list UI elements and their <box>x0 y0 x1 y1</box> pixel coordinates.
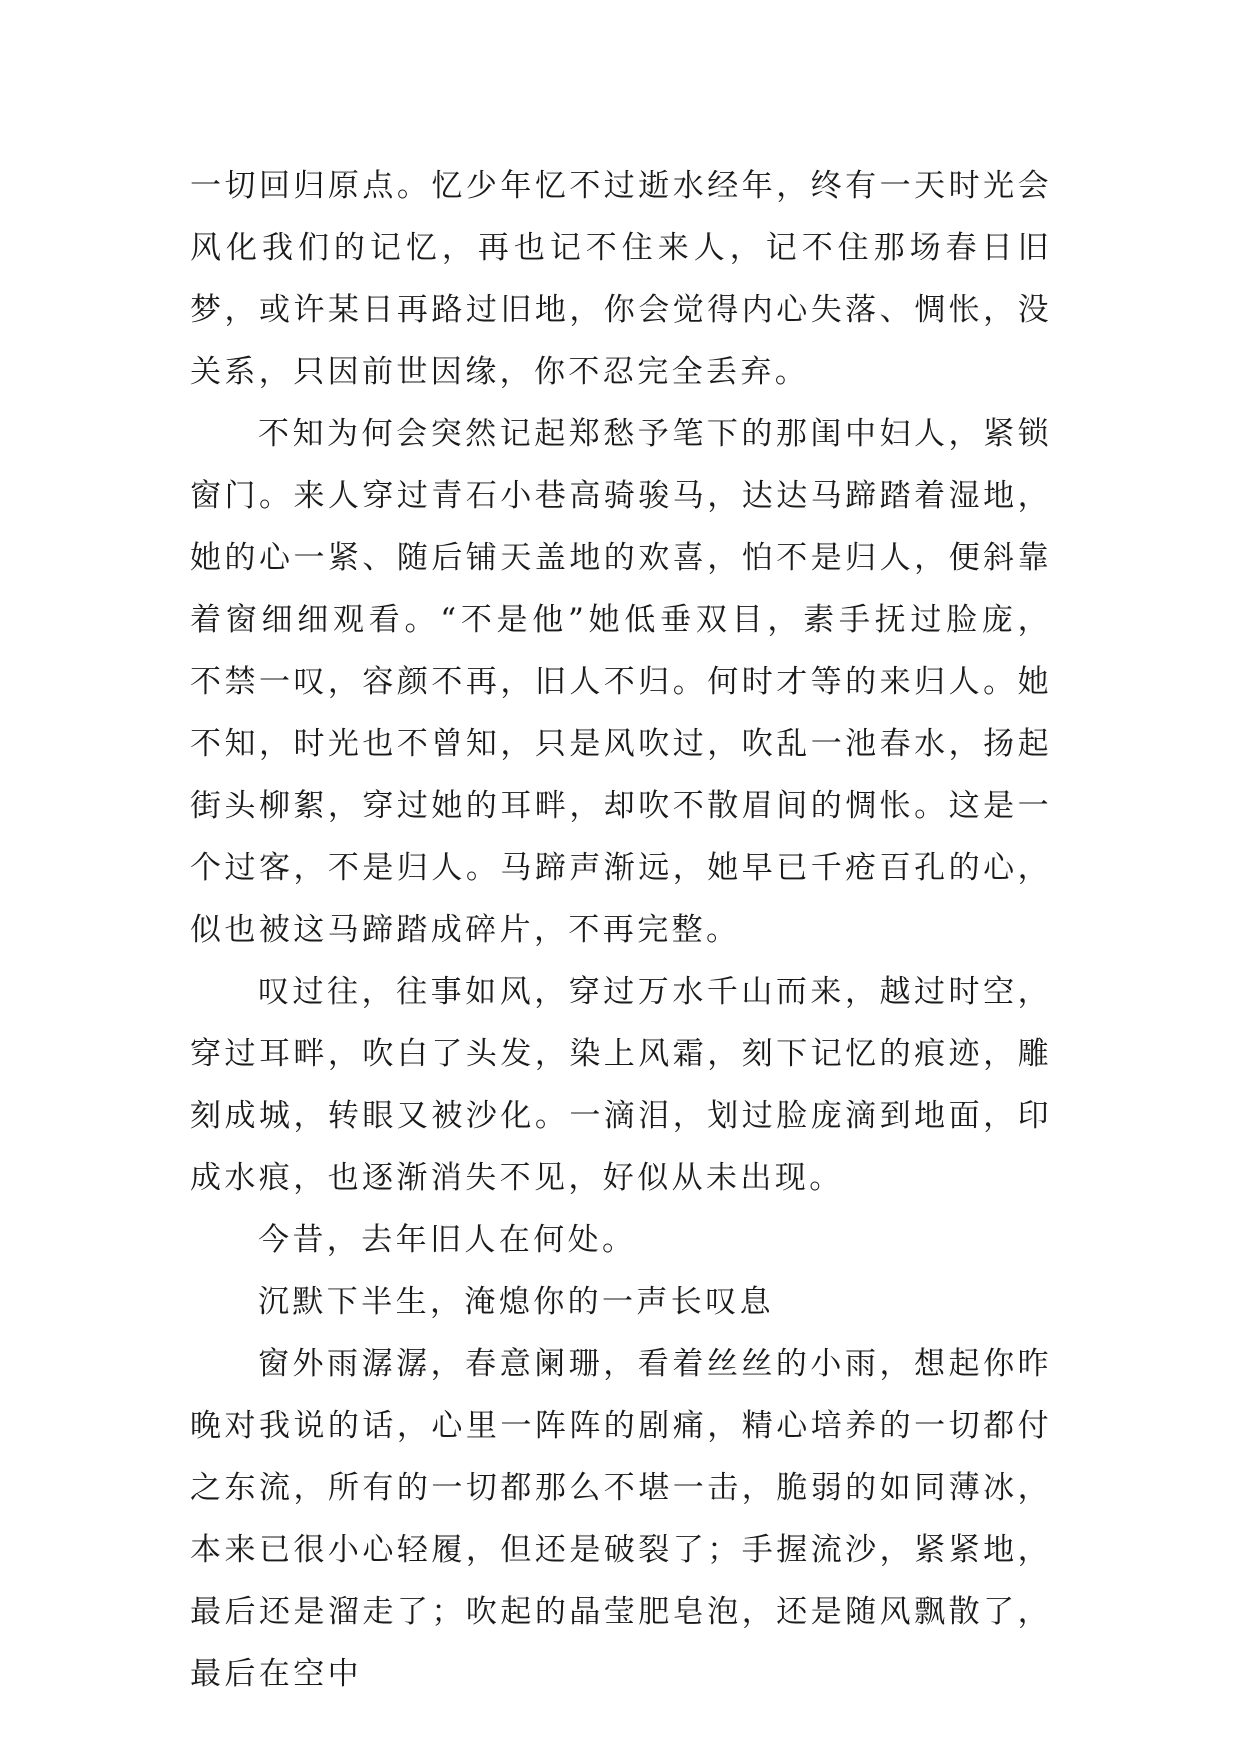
paragraph-5: 沉默下半生，淹熄你的一声长叹息 <box>258 1284 774 1320</box>
document-body <box>190 155 1052 1705</box>
paragraph-6: 窗外雨潺潺，春意阑珊，看着丝丝的小雨，想起你昨晚对我说的话，心里一阵阵的剧痛，精心培养的一切都付之东流，所有的一切都那么不堪一击，脆弱的如同薄冰，本来已很小心轻履，但还是破裂了；手握流沙，紧紧地，最后还是溜走了；吹起的晶莹肥皂泡，还是随风飘散了，最后在空中 <box>190 1346 1052 1692</box>
paragraph-3: 叹过往，往事如风，穿过万水千山而来，越过时空，穿过耳畔，吹白了头发，染上风霜，刻下记忆的痕迹，雕刻成城，转眼又被沙化。一滴泪，划过脸庞滴到地面，印成水痕，也逐渐消失不见，好似从未出现。 <box>190 974 1052 1196</box>
paragraph-4: 今昔，去年旧人在何处。 <box>258 1222 637 1258</box>
paragraph-2: 不知为何会突然记起郑愁予笔下的那闺中妇人，紧锁窗门。来人穿过青石小巷高骑骏马，达达马蹄踏着湿地，她的心一紧、随后铺天盖地的欢喜，怕不是归人，便斜靠着窗细细观看。“不是他”她低垂双目，素手抚过脸庞，不禁一叹，容颜不再，旧人不归。何时才等的来归人。她不知，时光也不曾知，只是风吹过，吹乱一池春水，扬起街头柳絮，穿过她的耳畔，却吹不散眉间的惆怅。这是一个过客，不是归人。马蹄声渐远，她早已千疮百孔的心，似也被这马蹄踏成碎片，不再完整。 <box>190 416 1052 948</box>
paragraph-1: 一切回归原点。忆少年忆不过逝水经年，终有一天时光会风化我们的记忆，再也记不住来人，记不住那场春日旧梦，或许某日再路过旧地，你会觉得内心失落、惆怅，没关系，只因前世因缘，你不忍完全丢弃。 <box>190 168 1052 390</box>
